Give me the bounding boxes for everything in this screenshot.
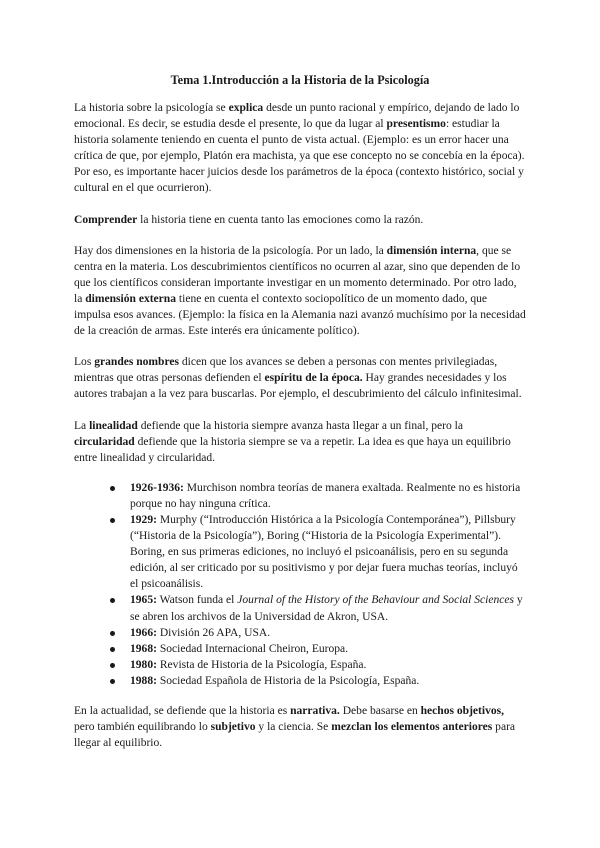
bold-term-mezclan: mezclan los elementos anteriores [331, 721, 493, 734]
bold-term-subjetivo: subjetivo [210, 721, 256, 734]
list-item [110, 641, 526, 657]
timeline-year: 1966: [130, 626, 157, 639]
text-run: para llegar al equilibrio. [74, 721, 516, 750]
timeline-text: Murphy (“Introducción Histórica a la Psicología Contemporánea”), Pillsbury (“Historia de la Psicología”), Boring (“Historia de la Psicología Experimental”). Boring, en sus primeras ediciones, no incluyó el psicoanálisis, pero en su segunda edición, al ser criticado por su positivismo y por dejar fuera muchas teorías, incluyó el psicoanálisis. [130, 513, 518, 591]
text-run: la historia tiene en cuenta tanto las emociones como la razón. [137, 213, 424, 226]
text-run: : estudiar la historia solamente teniendo en cuenta el punto de vista actual. (Ejemplo: es un error hacer una crítica de que, por ejemplo, Platón era machista, ya que ese concepto no se concebía en la época). Por eso, es importante hacer juicios desde los parámetros de la época (contexto histórico, social y cultural en el que ocurrieron). [74, 118, 525, 195]
paragraph-comprender [74, 212, 526, 228]
list-item [110, 480, 526, 512]
text-run: La [74, 419, 90, 432]
paragraph-presentismo [74, 100, 526, 197]
paragraph-grandes-nombres [74, 354, 526, 402]
timeline-year: 1929: [130, 513, 157, 526]
bullet-icon [110, 598, 115, 603]
text-run: defiende que la historia siempre se va a repetir. La idea es que haya un equilibrio entre linealidad y circularidad. [74, 435, 511, 464]
text-run: En la actualidad, se defiende que la historia es [74, 705, 291, 717]
bullet-icon [110, 663, 115, 668]
timeline-year: 1968: [130, 642, 157, 655]
bold-term-dimension-externa: dimensión externa [85, 292, 177, 305]
list-item [110, 625, 526, 641]
text-run: , que se centra en la materia. Los descubrimientos científicos no ocurren al azar, sino que dependen de lo que los científicos consideran importante investigar en un momento determinado. Por otro lado, la [74, 244, 521, 305]
text-run: tiene en cuenta el contexto sociopolítico de un momento dado, que impulsa esos avances. (Ejemplo: la física en la Alemania nazi avanzó muchísimo por la necesidad de la creación de armas. Este interés era únicamente político). [74, 292, 526, 338]
timeline-year: 1965: [130, 594, 157, 607]
timeline-text: y se abren los archivos de la Universidad de Akron, USA. [130, 594, 523, 623]
bullet-icon [110, 647, 115, 652]
paragraph-dimensiones [74, 243, 526, 340]
timeline-text: Sociedad Internacional Cheiron, Europa. [156, 642, 349, 655]
bullet-icon [110, 486, 115, 491]
text-run: defiende que la historia siempre avanza hasta llegar a un final, pero la [137, 419, 463, 432]
timeline-text: Revista de Historia de la Psicología, España. [156, 658, 367, 671]
text-run: y la ciencia. Se [255, 721, 332, 734]
list-item [110, 673, 526, 689]
bold-term-narrativa: narrativa. [290, 705, 340, 717]
text-run: pero también equilibrando lo [74, 721, 211, 734]
bold-term-dimension-interna: dimensión interna [386, 244, 477, 257]
bullet-icon [110, 631, 115, 636]
timeline-text: Murchison nombra teorías de manera exaltada. Realmente no es historia porque no hay ninguna crítica. [130, 481, 521, 510]
timeline-list [74, 480, 526, 689]
bold-term-presentismo: presentismo [386, 118, 446, 131]
bold-term-linealidad: linealidad [89, 419, 138, 432]
list-item [110, 592, 526, 624]
bold-term-espiritu-epoca: espíritu de la época. [264, 372, 363, 385]
text-run: desde un punto racional y empírico, dejando de lado lo emocional. Es decir, se estudia desde el presente, lo que da lugar al [74, 102, 520, 131]
text-run: Hay dos dimensiones en la historia de la psicología. Por un lado, la [74, 244, 387, 257]
page-title: Tema 1.Introducción a la Historia de la Psicología [170, 73, 430, 87]
text-run: Los [74, 356, 95, 369]
timeline-year: 1926-1936: [130, 481, 184, 494]
list-item [110, 512, 526, 592]
bullet-icon [110, 518, 115, 523]
journal-title: Journal of the History of the Behaviour and Social Sciences [237, 594, 515, 607]
text-run: Hay grandes necesidades y los autores trabajan a la vez para buscarlas. Por ejemplo, el descubrimiento del cálculo infinitesimal. [74, 372, 522, 401]
text-run: Debe basarse en [339, 705, 421, 717]
list-item [110, 657, 526, 673]
bullet-icon [110, 679, 115, 684]
timeline-text: Watson funda el [156, 594, 238, 607]
bold-term-explica: explica [228, 102, 264, 114]
timeline-year: 1988: [130, 674, 157, 687]
text-run: La historia sobre la psicología se [74, 102, 229, 114]
bold-term-hechos-objetivos: hechos objetivos, [420, 705, 505, 717]
bold-term-circularidad: circularidad [74, 435, 135, 448]
paragraph-linealidad [74, 418, 526, 466]
timeline-text: División 26 APA, USA. [156, 626, 271, 639]
bold-term-grandes-nombres: grandes nombres [94, 356, 180, 369]
timeline-text: Sociedad Española de Historia de la Psicología, España. [156, 674, 420, 687]
paragraph-narrativa [74, 703, 526, 751]
bold-term-comprender: Comprender [74, 213, 138, 226]
text-run: dicen que los avances se deben a personas con mentes privilegiadas, mientras que otras personas defienden el [74, 356, 498, 385]
timeline-year: 1980: [130, 658, 157, 671]
